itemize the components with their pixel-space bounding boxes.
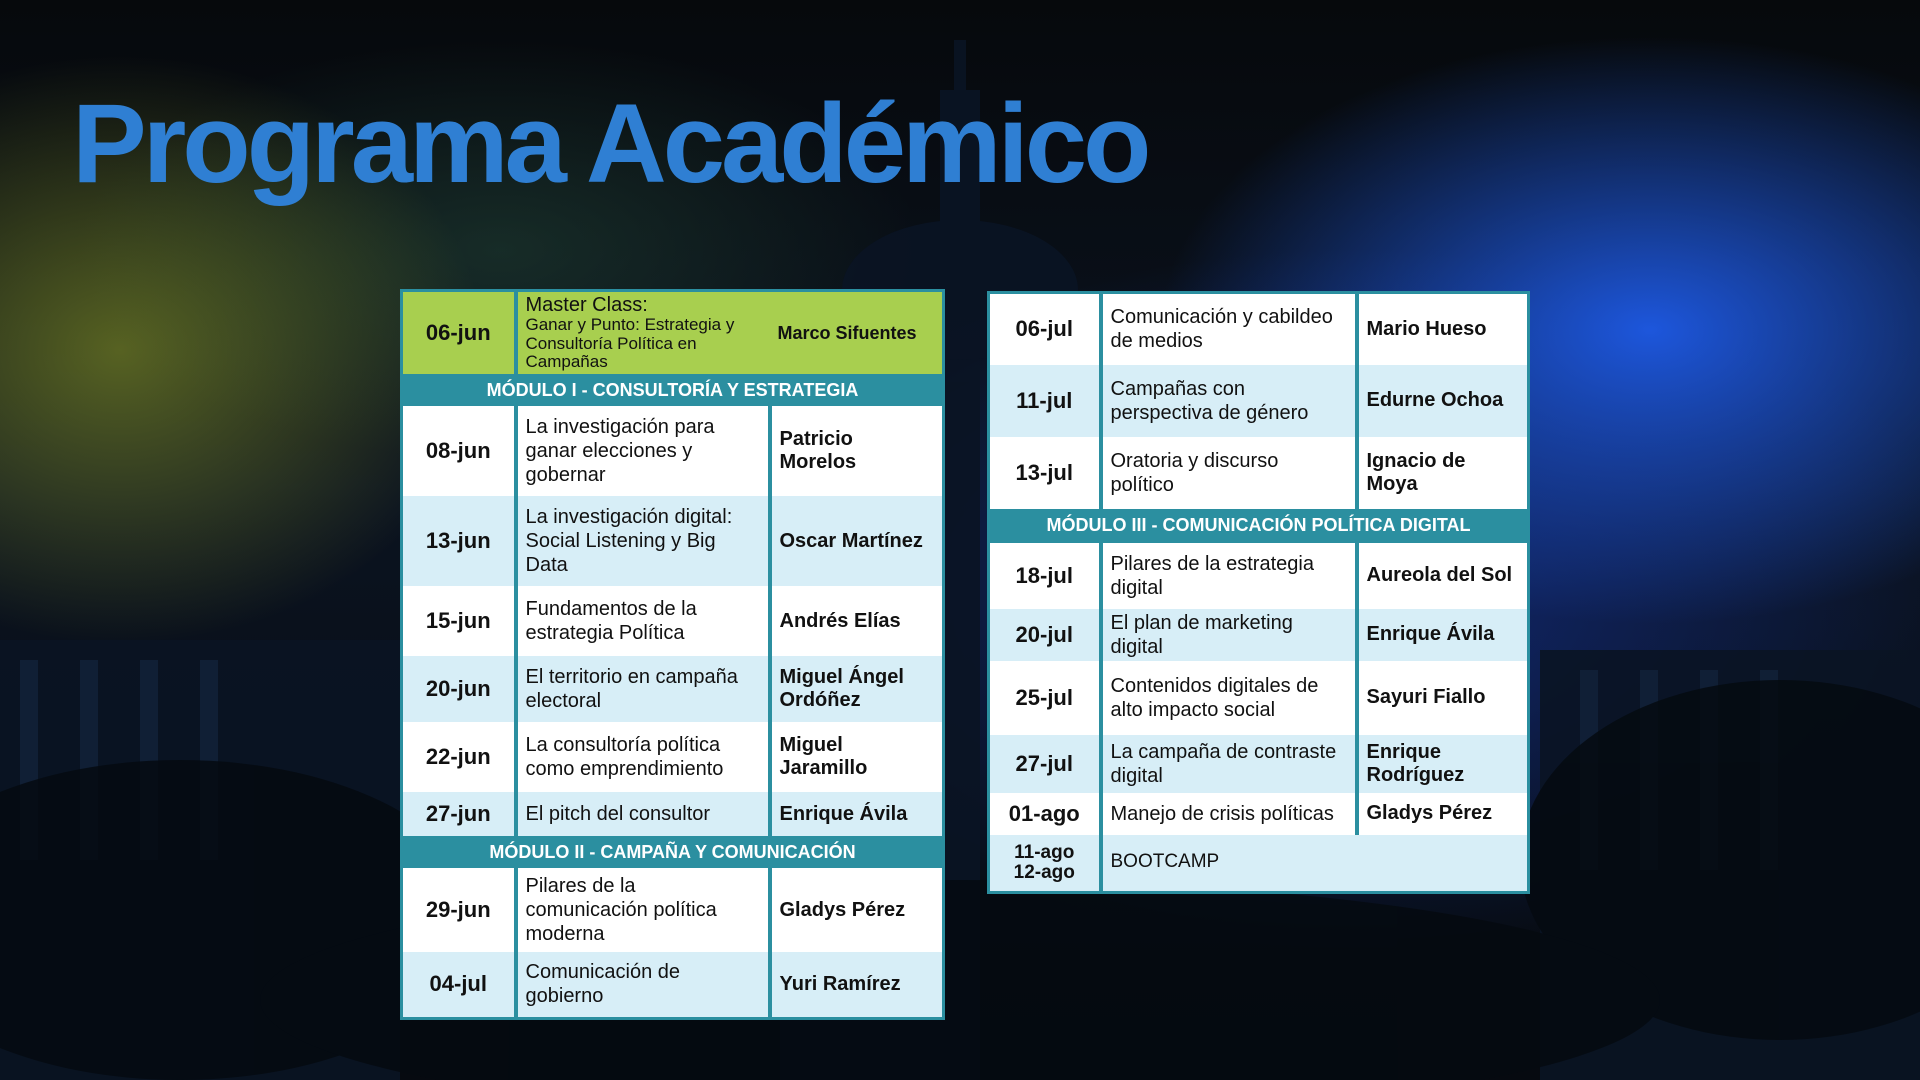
date-cell: 06-jul bbox=[989, 293, 1101, 365]
date-cell: 04-jul bbox=[402, 952, 516, 1018]
speaker-cell: Oscar Martínez bbox=[770, 496, 944, 586]
date-cell: 20-jun bbox=[402, 656, 516, 722]
topic-cell: Pilares de la comunicación política moderna bbox=[516, 868, 770, 952]
table-row bbox=[402, 722, 944, 792]
date-cell: 13-jul bbox=[989, 437, 1101, 509]
bootcamp-label: BOOTCAMP bbox=[1101, 835, 1529, 893]
table-row bbox=[402, 868, 944, 952]
date-cell: 15-jun bbox=[402, 586, 516, 656]
topic-cell: La investigación para ganar elecciones y gobernar bbox=[516, 406, 770, 496]
speaker-cell: Enrique Ávila bbox=[770, 792, 944, 836]
module-title: MÓDULO II - CAMPAÑA Y COMUNICACIÓN bbox=[402, 836, 944, 868]
table-row bbox=[402, 792, 944, 836]
date-cell: 06-jun bbox=[402, 291, 516, 375]
page-title: Programa Académico bbox=[72, 81, 1148, 206]
speaker-cell: Enrique Rodríguez bbox=[1357, 735, 1529, 793]
table-row bbox=[402, 952, 944, 1018]
topic-cell: La investigación digital: Social Listening y Big Data bbox=[516, 496, 770, 586]
master-class-topic: Ganar y Punto: Estrategia y Consultoría Política en Campañas bbox=[525, 315, 735, 372]
schedule-table-right bbox=[987, 291, 1530, 894]
topic-cell: Pilares de la estrategia digital bbox=[1101, 543, 1357, 609]
schedule-table-left bbox=[400, 289, 945, 1020]
master-class-label: Master Class: bbox=[525, 294, 648, 316]
speaker-cell: Aureola del Sol bbox=[1357, 543, 1529, 609]
topic-cell: Contenidos digitales de alto impacto social bbox=[1101, 661, 1357, 735]
date-cell bbox=[989, 835, 1101, 893]
bootcamp-date-start: 11-ago bbox=[1014, 841, 1075, 863]
table-row bbox=[402, 586, 944, 656]
table-row bbox=[989, 365, 1529, 437]
topic-cell: La consultoría política como emprendimiento bbox=[516, 722, 770, 792]
table-row bbox=[989, 543, 1529, 609]
topic-cell: Manejo de crisis políticas bbox=[1101, 793, 1357, 835]
speaker-cell: Edurne Ochoa bbox=[1357, 365, 1529, 437]
table-row bbox=[989, 793, 1529, 835]
table-row bbox=[989, 735, 1529, 793]
table-row bbox=[989, 661, 1529, 735]
date-cell: 27-jun bbox=[402, 792, 516, 836]
topic-cell: El plan de marketing digital bbox=[1101, 609, 1357, 661]
date-cell: 11-jul bbox=[989, 365, 1101, 437]
date-cell: 13-jun bbox=[402, 496, 516, 586]
bootcamp-row bbox=[989, 835, 1529, 893]
speaker-cell: Patricio Morelos bbox=[770, 406, 944, 496]
topic-cell bbox=[516, 291, 770, 375]
bootcamp-date-end: 12-ago bbox=[1013, 861, 1075, 883]
speaker-cell: Yuri Ramírez bbox=[770, 952, 944, 1018]
topic-cell: El territorio en campaña electoral bbox=[516, 656, 770, 722]
module-title: MÓDULO III - COMUNICACIÓN POLÍTICA DIGITAL bbox=[989, 509, 1529, 543]
speaker-cell: Enrique Ávila bbox=[1357, 609, 1529, 661]
table-row bbox=[989, 437, 1529, 509]
topic-cell: Comunicación y cabildeo de medios bbox=[1101, 293, 1357, 365]
date-cell: 22-jun bbox=[402, 722, 516, 792]
date-cell: 08-jun bbox=[402, 406, 516, 496]
table-row bbox=[989, 293, 1529, 365]
topic-cell: Comunicación de gobierno bbox=[516, 952, 770, 1018]
date-cell: 20-jul bbox=[989, 609, 1101, 661]
date-cell: 27-jul bbox=[989, 735, 1101, 793]
topic-cell: El pitch del consultor bbox=[516, 792, 770, 836]
module-header bbox=[989, 509, 1529, 543]
table-row bbox=[402, 406, 944, 496]
speaker-cell: Gladys Pérez bbox=[770, 868, 944, 952]
topic-cell: Fundamentos de la estrategia Política bbox=[516, 586, 770, 656]
speaker-cell: Miguel Jaramillo bbox=[770, 722, 944, 792]
date-cell: 18-jul bbox=[989, 543, 1101, 609]
table-row bbox=[402, 496, 944, 586]
speaker-cell: Miguel Ángel Ordóñez bbox=[770, 656, 944, 722]
module-title: MÓDULO I - CONSULTORÍA Y ESTRATEGIA bbox=[402, 374, 944, 406]
table-row bbox=[402, 656, 944, 722]
date-cell: 29-jun bbox=[402, 868, 516, 952]
topic-cell: Campañas con perspectiva de género bbox=[1101, 365, 1357, 437]
topic-cell: La campaña de contraste digital bbox=[1101, 735, 1357, 793]
date-cell: 01-ago bbox=[989, 793, 1101, 835]
date-cell: 25-jul bbox=[989, 661, 1101, 735]
speaker-cell: Marco Sifuentes bbox=[770, 291, 944, 375]
speaker-cell: Ignacio de Moya bbox=[1357, 437, 1529, 509]
master-class-row bbox=[402, 291, 944, 375]
topic-cell: Oratoria y discurso político bbox=[1101, 437, 1357, 509]
speaker-cell: Gladys Pérez bbox=[1357, 793, 1529, 835]
speaker-cell: Andrés Elías bbox=[770, 586, 944, 656]
module-header bbox=[402, 374, 944, 406]
speaker-cell: Sayuri Fiallo bbox=[1357, 661, 1529, 735]
speaker-cell: Mario Hueso bbox=[1357, 293, 1529, 365]
table-row bbox=[989, 609, 1529, 661]
module-header bbox=[402, 836, 944, 868]
